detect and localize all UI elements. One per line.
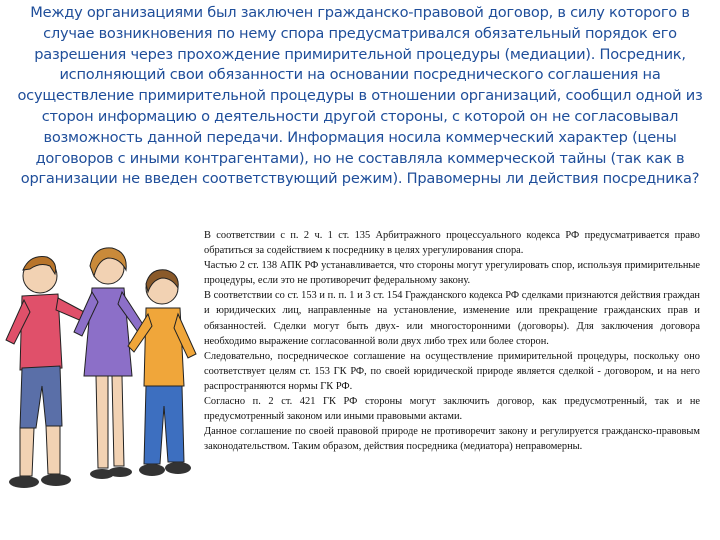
answer-text bbox=[204, 228, 700, 454]
answer-paragraph: В соответствии со ст. 153 и п. п. 1 и 3 ст. 154 Гражданского кодекса РФ сделками признаются действия граждан и юридических лиц, направленные на установление, изменение или прекращение гражданских прав и обязанностей. Сделки могут быть двух- или многосторонними (договоры). Для заключения договора необходимо выражение согласованной воли двух либо трех или более сторон. bbox=[204, 290, 700, 347]
answer-paragraph: Данное соглашение по своей правовой природе не противоречит закону и регулируется гражданско-правовым законодательством. Таким образом, действия посредника (медиатора) неправомерны. bbox=[204, 426, 700, 453]
left-boy-figure bbox=[6, 257, 96, 488]
answer-paragraph: Согласно п. 2 ст. 421 ГК РФ стороны могут заключить договор, как предусмотренный, так и не предусмотренный законом или иными правовыми актами. bbox=[204, 396, 700, 423]
answer-paragraph: Частью 2 ст. 138 АПК РФ устанавливается, что стороны могут урегулировать спор, используя примирительные процедуры, если это не противоречит федеральному закону. bbox=[204, 260, 700, 287]
middle-girl-figure bbox=[74, 248, 144, 479]
right-boy-figure bbox=[128, 270, 196, 476]
answer-paragraph: Следовательно, посредническое соглашение на осуществление примирительной процедуры, поскольку оно соответствует целям ст. 153 ГК РФ, по своей юридической природе является сделкой - договором, и на него распространяются нормы ГК РФ. bbox=[204, 350, 700, 392]
children-arguing-illustration-icon bbox=[0, 236, 200, 502]
question-text: Между организациями был заключен гражданско-правовой договор, в силу которого в случае возникновения по нему спора предусматривался обязательный порядок его разрешения через прохождение примирительной процедуры (медиации). Посредник, исполняющий свои обязанности на основании посреднического соглашения на осуществление примирительной процедуры в отношении организаций, сообщил одной из сторон информацию о деятельности другой стороны, с которой он не согласовывал возможность данной передачи. Информация носила коммерческий характер (цены договоров с иными контрагентами), но не составляла коммерческой тайны (так как в организации не введен соответствующий режим). Правомерны ли действия посредника? bbox=[17, 4, 703, 188]
answer-paragraph: В соответствии с п. 2 ч. 1 ст. 135 Арбитражного процессуального кодекса РФ предусматривается право обратиться за содействием к посреднику в целях урегулирования спора. bbox=[204, 230, 700, 257]
